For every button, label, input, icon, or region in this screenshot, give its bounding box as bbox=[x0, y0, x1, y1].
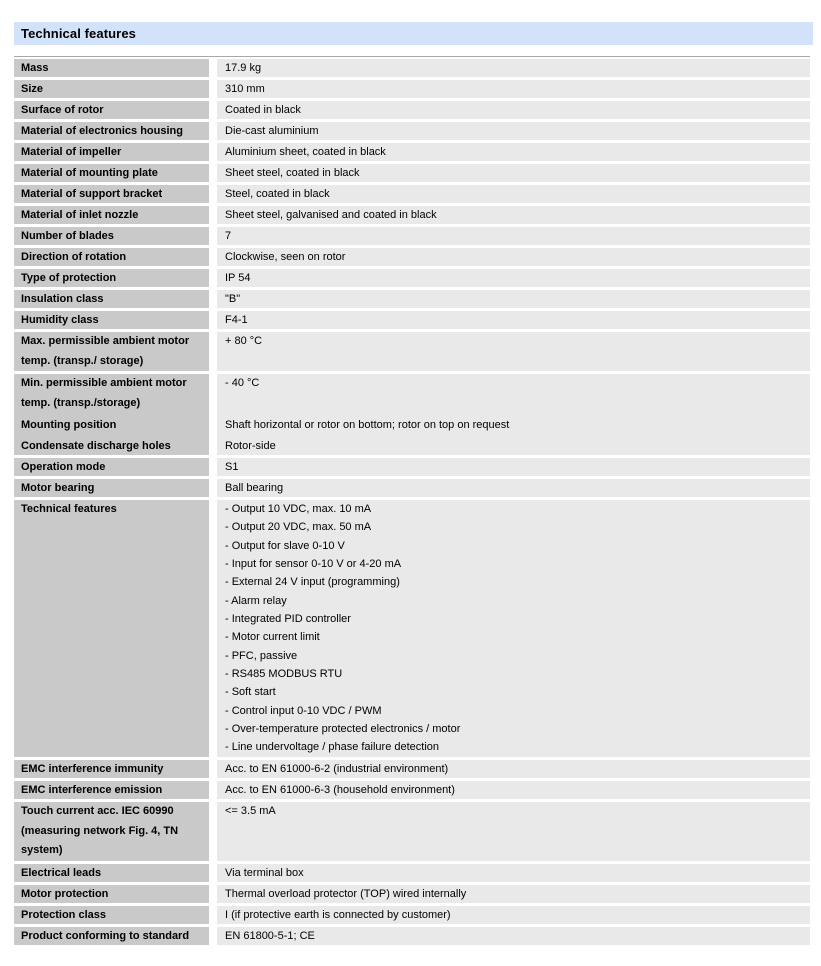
spec-value bbox=[217, 290, 810, 308]
spec-label bbox=[14, 59, 209, 77]
spec-value-line: - Input for sensor 0-10 V or 4-20 mA bbox=[225, 558, 402, 571]
table-row bbox=[14, 143, 810, 161]
spec-label bbox=[14, 332, 209, 371]
table-row bbox=[14, 248, 810, 266]
table-row bbox=[14, 434, 810, 455]
spec-label bbox=[14, 227, 209, 245]
spec-value-line: - Soft start bbox=[225, 686, 276, 699]
spec-value-line: <= 3.5 mA bbox=[225, 805, 276, 817]
spec-value-line: Ball bearing bbox=[225, 482, 284, 494]
spec-value-line: - Line undervoltage / phase failure detection bbox=[225, 741, 440, 754]
spec-label bbox=[14, 374, 209, 413]
spec-value bbox=[217, 143, 810, 161]
spec-value-line: Sheet steel, galvanised and coated in black bbox=[225, 209, 437, 221]
section-title: Technical features bbox=[14, 22, 813, 45]
spec-value bbox=[217, 802, 810, 861]
spec-label-line: Max. permissible ambient motor bbox=[21, 335, 190, 347]
spec-label-line: Material of mounting plate bbox=[21, 167, 158, 179]
spec-label bbox=[14, 479, 209, 497]
spec-value-line: F4-1 bbox=[225, 314, 248, 326]
spec-label bbox=[14, 185, 209, 203]
spec-label-line: Touch current acc. IEC 60990 bbox=[21, 805, 174, 817]
spec-value bbox=[217, 434, 810, 455]
spec-label bbox=[14, 927, 209, 945]
spec-value-line: Via terminal box bbox=[225, 866, 304, 879]
spec-value-line: - Alarm relay bbox=[225, 594, 287, 607]
spec-value-line: - Motor current limit bbox=[225, 631, 320, 644]
spec-value bbox=[217, 122, 810, 140]
spec-label-line: Mass bbox=[21, 62, 49, 74]
table-row bbox=[14, 500, 810, 757]
spec-value-line: - Control input 0-10 VDC / PWM bbox=[225, 704, 382, 717]
spec-label-line: Protection class bbox=[21, 908, 106, 921]
spec-value-line: 310 mm bbox=[225, 83, 265, 95]
spec-value-line: Thermal overload protector (TOP) wired internally bbox=[225, 887, 467, 900]
spec-value bbox=[217, 311, 810, 329]
spec-value-line: Acc. to EN 61000-6-3 (household environment) bbox=[225, 784, 455, 796]
table-row bbox=[14, 227, 810, 245]
spec-label-line: Size bbox=[21, 83, 44, 95]
spec-label bbox=[14, 802, 209, 861]
spec-label-line: EMC interference emission bbox=[21, 784, 163, 796]
spec-label bbox=[14, 311, 209, 329]
table-row bbox=[14, 269, 810, 287]
table-row bbox=[14, 164, 810, 182]
spec-label-line: Technical features bbox=[21, 503, 117, 515]
spec-value bbox=[217, 332, 810, 371]
spec-label-line: Type of protection bbox=[21, 272, 117, 284]
spec-value-line: Die-cast aluminium bbox=[225, 125, 319, 137]
spec-value bbox=[217, 80, 810, 98]
spec-value-line: - 40 °C bbox=[225, 377, 260, 389]
table-row bbox=[14, 80, 810, 98]
table-row bbox=[14, 185, 810, 203]
spec-value-line: Shaft horizontal or rotor on bottom; rotor on top on request bbox=[225, 419, 510, 431]
spec-label bbox=[14, 413, 209, 434]
spec-label bbox=[14, 864, 209, 882]
table-row bbox=[14, 122, 810, 140]
spec-value-line: - Over-temperature protected electronics / motor bbox=[225, 723, 461, 736]
spec-value-line: - RS485 MODBUS RTU bbox=[225, 668, 343, 681]
spec-value bbox=[217, 269, 810, 287]
spec-value bbox=[217, 374, 810, 413]
table-row bbox=[14, 59, 810, 77]
table-row bbox=[14, 206, 810, 224]
spec-value bbox=[217, 927, 810, 945]
spec-value-line: S1 bbox=[225, 461, 239, 473]
spec-value-line: EN 61800-5-1; CE bbox=[225, 929, 315, 942]
spec-label-line: Material of impeller bbox=[21, 146, 122, 158]
spec-label bbox=[14, 781, 209, 799]
spec-label-line: Motor protection bbox=[21, 887, 109, 900]
spec-value-line: 17.9 kg bbox=[225, 62, 262, 74]
spec-value bbox=[217, 185, 810, 203]
spec-label-line: temp. (transp./storage) bbox=[21, 396, 141, 409]
spec-value bbox=[217, 413, 810, 434]
spec-label-line: Condensate discharge holes bbox=[21, 440, 171, 452]
table-row bbox=[14, 927, 810, 945]
spec-value-line: Steel, coated in black bbox=[225, 188, 330, 200]
spec-value bbox=[217, 906, 810, 924]
spec-value-line: 7 bbox=[225, 230, 232, 242]
spec-value-line: + 80 °C bbox=[225, 335, 263, 347]
spec-label-line: Material of electronics housing bbox=[21, 125, 183, 137]
spec-label-line: Electrical leads bbox=[21, 866, 102, 879]
spec-label-line: Operation mode bbox=[21, 461, 106, 473]
table-row bbox=[14, 374, 810, 413]
spec-label-line: (measuring network Fig. 4, TN bbox=[21, 824, 179, 837]
table-row bbox=[14, 864, 810, 882]
spec-value bbox=[217, 227, 810, 245]
spec-label bbox=[14, 248, 209, 266]
spec-label bbox=[14, 458, 209, 476]
spec-value bbox=[217, 206, 810, 224]
spec-value-line: I (if protective earth is connected by customer) bbox=[225, 908, 451, 921]
spec-value-line: Clockwise, seen on rotor bbox=[225, 251, 346, 263]
spec-label-line: system) bbox=[21, 844, 63, 856]
spec-value-line: Aluminium sheet, coated in black bbox=[225, 146, 386, 158]
datasheet-page bbox=[0, 22, 821, 945]
spec-label-line: Min. permissible ambient motor bbox=[21, 377, 187, 389]
table-row bbox=[14, 458, 810, 476]
spec-value bbox=[217, 864, 810, 882]
spec-value-line: Acc. to EN 61000-6-2 (industrial environment) bbox=[225, 763, 449, 775]
spec-table bbox=[14, 56, 810, 945]
table-row bbox=[14, 311, 810, 329]
table-row bbox=[14, 802, 810, 861]
spec-label-line: Surface of rotor bbox=[21, 104, 104, 116]
table-row bbox=[14, 290, 810, 308]
spec-value bbox=[217, 781, 810, 799]
spec-label bbox=[14, 500, 209, 757]
spec-value bbox=[217, 164, 810, 182]
spec-label bbox=[14, 885, 209, 903]
spec-value-line: - Output 10 VDC, max. 10 mA bbox=[225, 503, 372, 515]
spec-label bbox=[14, 760, 209, 778]
spec-label bbox=[14, 434, 209, 455]
spec-label bbox=[14, 290, 209, 308]
spec-label-line: Motor bearing bbox=[21, 482, 95, 494]
table-row bbox=[14, 885, 810, 903]
spec-label bbox=[14, 101, 209, 119]
spec-value bbox=[217, 101, 810, 119]
spec-value bbox=[217, 885, 810, 903]
spec-label bbox=[14, 906, 209, 924]
spec-label-line: Direction of rotation bbox=[21, 251, 127, 263]
spec-value-line: IP 54 bbox=[225, 272, 251, 284]
spec-label bbox=[14, 80, 209, 98]
spec-value-line: Coated in black bbox=[225, 104, 301, 116]
spec-label-line: Material of inlet nozzle bbox=[21, 209, 139, 221]
spec-label-line: EMC interference immunity bbox=[21, 763, 164, 775]
table-row bbox=[14, 101, 810, 119]
spec-value-line: Rotor-side bbox=[225, 440, 276, 452]
spec-value bbox=[217, 500, 810, 757]
spec-value-line: - Output 20 VDC, max. 50 mA bbox=[225, 521, 372, 534]
spec-label-line: Insulation class bbox=[21, 293, 104, 305]
table-row bbox=[14, 781, 810, 799]
spec-label-line: Product conforming to standard bbox=[21, 929, 190, 942]
spec-value-line: - External 24 V input (programming) bbox=[225, 576, 400, 589]
spec-value-line: Sheet steel, coated in black bbox=[225, 167, 360, 179]
spec-value-line: "B" bbox=[225, 293, 241, 305]
spec-value bbox=[217, 59, 810, 77]
table-row bbox=[14, 413, 810, 434]
table-row bbox=[14, 906, 810, 924]
spec-label-line: Humidity class bbox=[21, 314, 99, 326]
spec-label-line: Mounting position bbox=[21, 419, 117, 431]
spec-value-line: - PFC, passive bbox=[225, 649, 298, 662]
spec-value bbox=[217, 248, 810, 266]
spec-label-line: Number of blades bbox=[21, 230, 114, 242]
spec-label bbox=[14, 122, 209, 140]
spec-label bbox=[14, 164, 209, 182]
spec-value bbox=[217, 458, 810, 476]
spec-value bbox=[217, 479, 810, 497]
spec-label bbox=[14, 269, 209, 287]
spec-value-line: - Output for slave 0-10 V bbox=[225, 539, 345, 552]
spec-value bbox=[217, 760, 810, 778]
spec-label bbox=[14, 143, 209, 161]
table-row bbox=[14, 760, 810, 778]
spec-label bbox=[14, 206, 209, 224]
spec-label-line: Material of support bracket bbox=[21, 188, 163, 200]
spec-label-line: temp. (transp./ storage) bbox=[21, 354, 144, 367]
table-row bbox=[14, 479, 810, 497]
table-row bbox=[14, 332, 810, 371]
spec-value-line: - Integrated PID controller bbox=[225, 613, 351, 626]
